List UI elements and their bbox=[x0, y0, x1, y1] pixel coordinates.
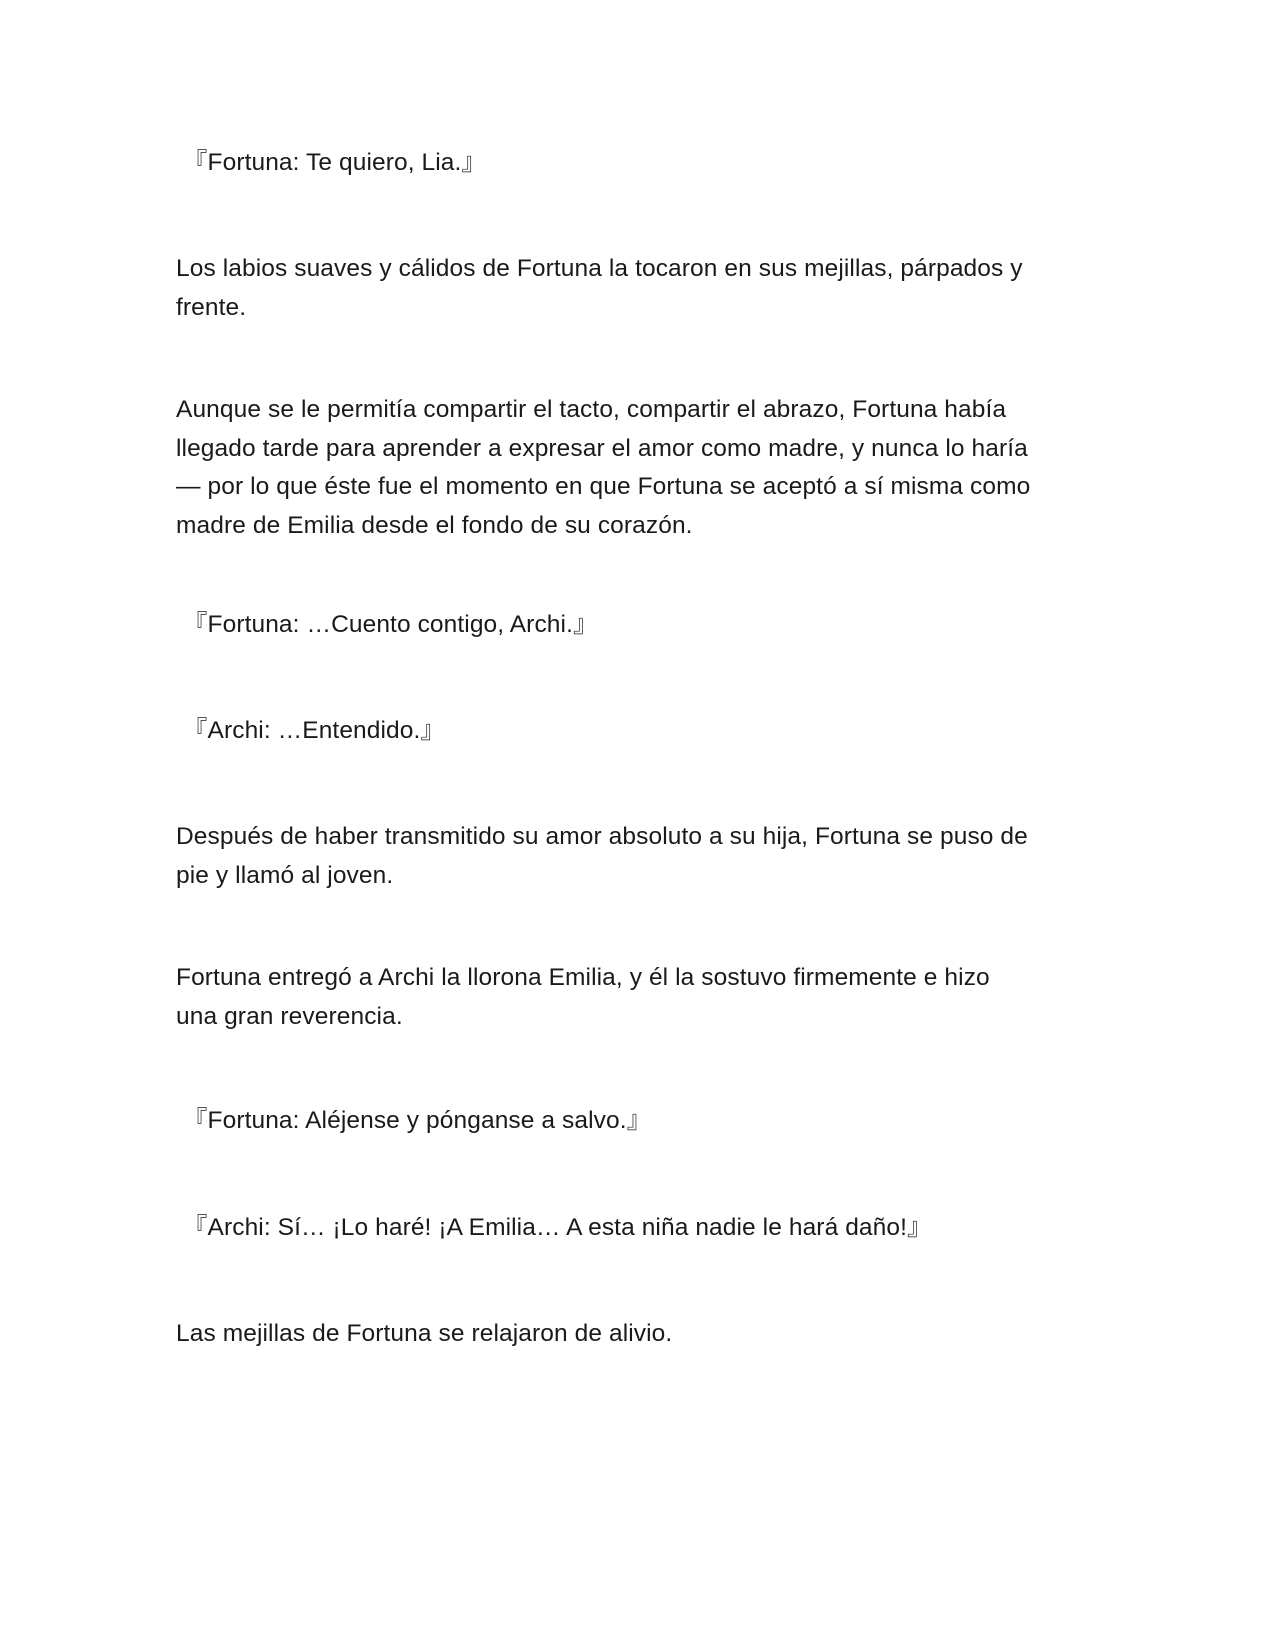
narration-paragraph: Fortuna entregó a Archi la llorona Emilia, y él la sostuvo firmemente e hizo una gran reverencia. bbox=[176, 964, 990, 1030]
dialogue-line: 『Fortuna: Te quiero, Lia.』 bbox=[176, 149, 487, 176]
narration-paragraph: Después de haber transmitido su amor absoluto a su hija, Fortuna se puso de pie y llamó al joven. bbox=[176, 823, 1028, 889]
narration-paragraph: Las mejillas de Fortuna se relajaron de alivio. bbox=[176, 1320, 673, 1347]
dialogue-line: 『Archi: …Entendido.』 bbox=[176, 717, 446, 744]
dialogue-line: 『Fortuna: …Cuento contigo, Archi.』 bbox=[176, 611, 598, 638]
dialogue-line: 『Fortuna: Aléjense y pónganse a salvo.』 bbox=[176, 1107, 652, 1134]
narration-paragraph: Aunque se le permitía compartir el tacto, compartir el abrazo, Fortuna había llegado tarde para aprender a expresar el amor como madre, y nunca lo haría — por lo que éste fue el momento en que Fortuna se aceptó a sí misma como madre de Emilia desde el fondo de su corazón. bbox=[176, 396, 1031, 539]
narration-paragraph: Los labios suaves y cálidos de Fortuna la tocaron en sus mejillas, párpados y frente. bbox=[176, 255, 1023, 321]
dialogue-line: 『Archi: Sí… ¡Lo haré! ¡A Emilia… A esta niña nadie le hará daño!』 bbox=[176, 1214, 932, 1241]
